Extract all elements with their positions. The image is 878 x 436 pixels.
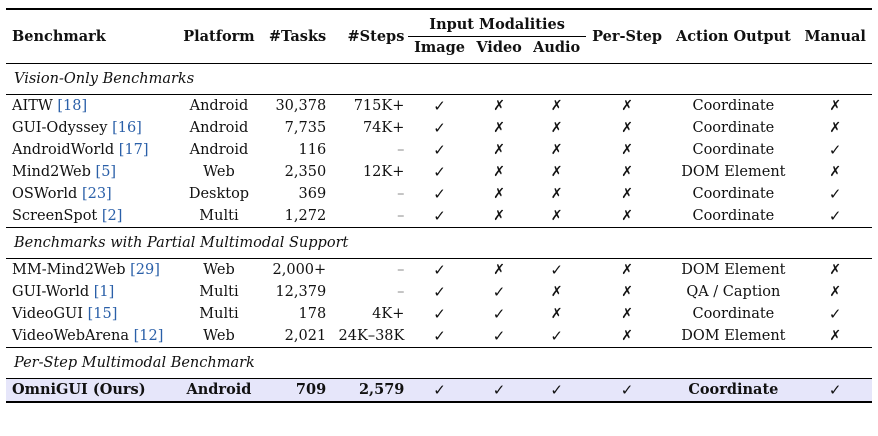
benchmark-comparison-table	[6, 8, 872, 403]
benchmark-name-cell	[6, 117, 177, 139]
citation: [15]	[87, 306, 118, 322]
table-row	[6, 183, 872, 205]
table-body	[6, 64, 872, 403]
header-benchmark: Benchmark	[12, 27, 106, 45]
section-header-row	[6, 64, 872, 95]
manual-cell: ✗	[829, 284, 842, 300]
manual-cell: ✗	[829, 262, 842, 278]
audio-cell: ✓	[550, 327, 563, 345]
manual-cell: ✓	[798, 379, 872, 403]
steps-cell: 715K+	[353, 98, 405, 114]
audio-cell: ✗	[550, 306, 563, 322]
header-action-output: Action Output	[675, 27, 791, 45]
benchmark-name: AITW	[12, 98, 53, 114]
header-tasks: #Tasks	[268, 27, 327, 45]
benchmark-name-cell	[6, 303, 177, 325]
action-output-cell: Coordinate	[692, 120, 775, 136]
section-header-row	[6, 348, 872, 379]
platform-cell: Android	[189, 98, 249, 114]
tasks-cell: 709	[261, 379, 330, 403]
image-cell: ✓	[433, 283, 446, 301]
audio-cell: ✗	[550, 208, 563, 224]
citation: [17]	[118, 142, 149, 158]
per-step-cell: ✗	[621, 306, 633, 322]
video-cell: ✗	[493, 98, 505, 114]
steps-cell: –	[397, 142, 405, 158]
table-row	[6, 139, 872, 161]
header-per-step: Per-Step	[592, 27, 663, 45]
audio-cell: ✗	[550, 120, 563, 136]
manual-cell: ✓	[828, 141, 842, 159]
citation: [18]	[57, 98, 88, 114]
section-title: Vision-Only Benchmarks	[14, 71, 195, 87]
table-row	[6, 259, 872, 282]
video-cell: ✗	[493, 120, 505, 136]
action-output-cell: DOM Element	[681, 328, 786, 344]
image-cell: ✓	[433, 119, 446, 137]
benchmark-name-cell	[6, 205, 177, 228]
action-output-cell: QA / Caption	[686, 284, 781, 300]
image-cell: ✓	[433, 141, 446, 159]
benchmark-name-cell	[6, 161, 177, 183]
citation: [1]	[93, 284, 115, 300]
per-step-cell: ✗	[621, 98, 633, 114]
action-output-cell: DOM Element	[681, 262, 786, 278]
benchmark-name-cell	[6, 281, 177, 303]
manual-cell: ✗	[829, 120, 842, 136]
manual-cell: ✓	[828, 305, 842, 323]
per-step-cell: ✓	[586, 379, 669, 403]
video-cell: ✗	[493, 262, 505, 278]
benchmark-name: MM-Mind2Web	[12, 262, 126, 278]
section-title: Benchmarks with Partial Multimodal Support	[14, 235, 349, 251]
tasks-cell: 12,379	[275, 284, 327, 300]
platform-cell: Web	[203, 164, 235, 180]
benchmark-name: VideoWebArena	[12, 328, 129, 344]
header-image: Image	[408, 37, 470, 64]
steps-cell: 12K+	[362, 164, 405, 180]
action-output-cell: Coordinate	[692, 142, 775, 158]
per-step-cell: ✗	[621, 164, 633, 180]
steps-cell: 74K+	[362, 120, 405, 136]
steps-cell: –	[397, 284, 405, 300]
platform-cell: Web	[203, 328, 235, 344]
benchmark-name: AndroidWorld	[12, 142, 115, 158]
tasks-cell: 30,378	[275, 98, 327, 114]
video-cell: ✗	[493, 164, 505, 180]
citation: [12]	[133, 328, 164, 344]
manual-cell: ✗	[829, 98, 842, 114]
section-header-row	[6, 228, 872, 259]
manual-cell: ✗	[829, 328, 842, 344]
per-step-cell: ✗	[621, 142, 633, 158]
image-cell: ✓	[433, 261, 446, 279]
table-row	[6, 95, 872, 118]
audio-cell: ✗	[550, 98, 563, 114]
image-cell: ✓	[433, 305, 446, 323]
platform-cell: Multi	[199, 306, 239, 322]
citation: [29]	[130, 262, 160, 278]
platform-cell: Android	[189, 142, 249, 158]
benchmark-name-cell	[6, 379, 177, 403]
video-cell: ✓	[492, 327, 506, 345]
steps-cell: 4K+	[372, 306, 405, 322]
per-step-cell: ✗	[621, 262, 633, 278]
tasks-cell: 178	[298, 306, 327, 322]
table-row	[6, 379, 872, 403]
video-cell: ✓	[492, 305, 506, 323]
per-step-cell: ✗	[621, 284, 633, 300]
citation: [2]	[101, 208, 123, 224]
action-output-cell: Coordinate	[668, 379, 798, 403]
platform-cell: Multi	[199, 284, 239, 300]
benchmark-name-cell	[6, 139, 177, 161]
audio-cell: ✗	[550, 164, 563, 180]
tasks-cell: 116	[298, 142, 327, 158]
header-platform: Platform	[183, 27, 255, 45]
benchmark-name: GUI-Odyssey	[12, 120, 108, 136]
per-step-cell: ✗	[621, 186, 633, 202]
benchmark-name-cell	[6, 183, 177, 205]
manual-cell: ✓	[828, 207, 842, 225]
video-cell: ✗	[493, 142, 505, 158]
per-step-cell: ✗	[621, 208, 633, 224]
platform-cell: Desktop	[188, 186, 250, 202]
steps-cell: 2,579	[330, 379, 408, 403]
tasks-cell: 1,272	[284, 208, 327, 224]
audio-cell: ✓	[550, 261, 563, 279]
benchmark-name: VideoGUI	[12, 306, 83, 322]
citation: [23]	[81, 186, 112, 202]
image-cell: ✓	[433, 207, 446, 225]
video-cell: ✓	[471, 379, 528, 403]
action-output-cell: DOM Element	[681, 164, 786, 180]
section-title: Per-Step Multimodal Benchmark	[14, 355, 255, 371]
steps-cell: 24K–38K	[338, 328, 405, 344]
header-row-1	[6, 9, 872, 37]
image-cell: ✓	[433, 185, 446, 203]
benchmark-name: Mind2Web	[12, 164, 91, 180]
table-row	[6, 205, 872, 228]
header-audio: Audio	[527, 37, 585, 64]
image-cell: ✓	[408, 379, 470, 403]
action-output-cell: Coordinate	[692, 208, 775, 224]
benchmark-name-cell	[6, 259, 177, 282]
benchmark-name: ScreenSpot	[12, 208, 98, 224]
tasks-cell: 2,021	[284, 328, 327, 344]
audio-cell: ✗	[550, 186, 563, 202]
citation: [16]	[112, 120, 142, 136]
table-row	[6, 325, 872, 348]
per-step-cell: ✗	[621, 120, 633, 136]
table-row	[6, 161, 872, 183]
manual-cell: ✗	[829, 164, 842, 180]
benchmark-name-cell	[6, 95, 177, 118]
audio-cell: ✓	[527, 379, 585, 403]
platform-cell: Android	[177, 379, 261, 403]
video-cell: ✗	[493, 186, 505, 202]
tasks-cell: 369	[298, 186, 327, 202]
video-cell: ✗	[493, 208, 505, 224]
table-row	[6, 303, 872, 325]
action-output-cell: Coordinate	[692, 98, 775, 114]
header-steps: #Steps	[347, 27, 405, 45]
action-output-cell: Coordinate	[692, 306, 775, 322]
table-row	[6, 117, 872, 139]
citation: [5]	[95, 164, 117, 180]
image-cell: ✓	[433, 97, 446, 115]
steps-cell: –	[397, 186, 405, 202]
benchmark-name-cell	[6, 325, 177, 348]
video-cell: ✓	[492, 283, 506, 301]
image-cell: ✓	[433, 327, 446, 345]
platform-cell: Android	[189, 120, 249, 136]
per-step-cell: ✗	[621, 328, 633, 344]
header-input-modalities: Input Modalities	[429, 16, 565, 33]
tasks-cell: 7,735	[284, 120, 327, 136]
platform-cell: Web	[203, 262, 235, 278]
tasks-cell: 2,350	[284, 164, 327, 180]
manual-cell: ✓	[828, 185, 842, 203]
benchmark-name: GUI-World	[12, 284, 90, 300]
image-cell: ✓	[433, 163, 446, 181]
benchmark-name: OmniGUI (Ours)	[12, 381, 146, 398]
steps-cell: –	[397, 208, 405, 224]
header-video: Video	[471, 37, 528, 64]
tasks-cell: 2,000+	[272, 262, 327, 278]
audio-cell: ✗	[550, 284, 563, 300]
audio-cell: ✗	[550, 142, 563, 158]
benchmark-name: OSWorld	[12, 186, 78, 202]
header-manual: Manual	[804, 27, 866, 45]
platform-cell: Multi	[199, 208, 239, 224]
table-row	[6, 281, 872, 303]
steps-cell: –	[397, 262, 405, 278]
action-output-cell: Coordinate	[692, 186, 775, 202]
